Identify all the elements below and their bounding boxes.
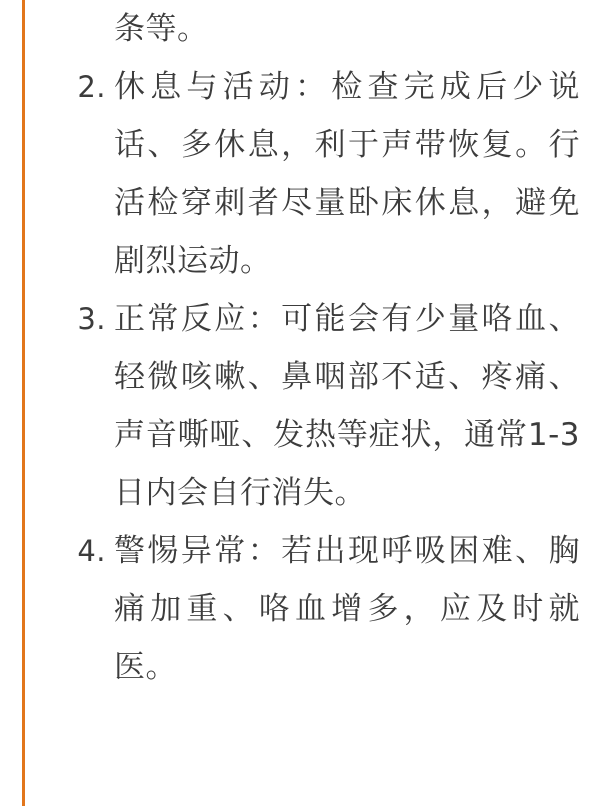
left-accent-rule <box>22 0 25 806</box>
document-content <box>60 0 580 696</box>
paragraph-text: 休息与活动：检查完成后少说话、多休息，利于声带恢复。行活检穿刺者尽量卧床休息，避免剧烈运动。 <box>114 69 580 279</box>
list-item-4 <box>60 522 580 696</box>
paragraph-text: 警惕异常：若出现呼吸困难、胸痛加重、咯血增多，应及时就医。 <box>114 533 580 685</box>
list-marker: 2. <box>77 70 106 104</box>
paragraph-text: 条等。 <box>114 11 209 47</box>
paragraph-text: 正常反应：可能会有少量咯血、轻微咳嗽、鼻咽部不适、疼痛、声音嘶哑、发热等症状，通常1-3日内会自行消失。 <box>114 301 580 511</box>
paragraph-continued <box>60 0 580 58</box>
list-item-3 <box>60 290 580 522</box>
list-marker: 4. <box>77 534 106 568</box>
list-marker: 3. <box>77 302 106 336</box>
list-item-2 <box>60 58 580 290</box>
